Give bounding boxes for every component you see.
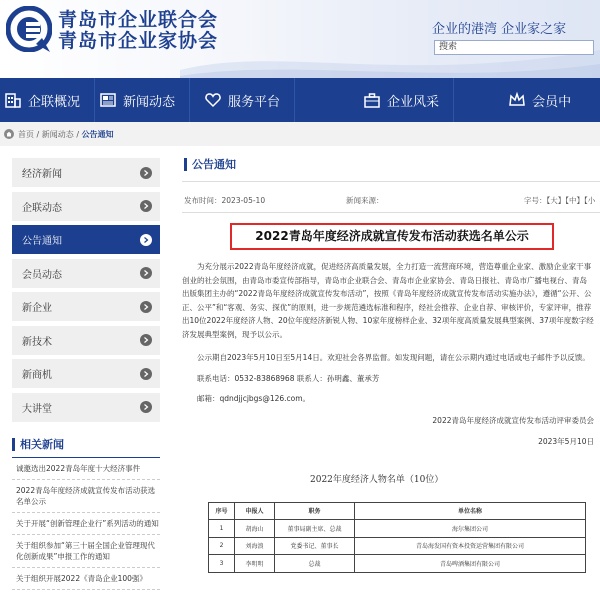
site-header: [0, 0, 600, 78]
home-icon: [4, 129, 14, 139]
table-cell: 青岛海发国有资本投资运营集团有限公司: [355, 537, 586, 555]
related-news-link[interactable]: 诚邀选出2022青岛年度十大经济事件: [12, 458, 160, 480]
table-header-row: [209, 502, 586, 520]
related-news-link[interactable]: 关于开展“创新管理企业行”系列活动的通知: [12, 513, 160, 535]
related-news-link[interactable]: 关于组织开展2022《青岛企业100强》: [12, 568, 160, 590]
org-name-line2: 青岛市企业家协会: [58, 30, 219, 52]
sidebar-item-label: 企联动态: [22, 202, 62, 214]
crown-icon: [508, 91, 526, 109]
people-table: [208, 502, 586, 573]
signature: 2022青岛年度经济成就宣传发布活动评审委员会: [432, 415, 594, 425]
signature-date: 2023年5月10日: [538, 436, 594, 446]
chevron-right-icon: [140, 267, 152, 279]
publish-time: 发布时间：2023-05-10: [184, 196, 266, 205]
sidebar-item-opportunities[interactable]: [12, 359, 160, 388]
table-header-cell: 单位名称: [355, 502, 586, 520]
sidebar-item-label: 会员动态: [22, 269, 62, 281]
building-icon: [4, 91, 22, 109]
article-paragraph: 为充分展示2022青岛年度经济成就，促进经济高质量发展，全力打造一流营商环境，营造尊重企业家、激励企业家干事创业的社会氛围，由青岛市委宣传部指导，青岛市企业联合会、青岛市企业家协会、青岛日报社、青岛市广播电视台、青岛出版集团主办的“2022青岛年度经济成就宣传发布活动”，按照《青岛年度经济成就宣传发布活动实施办法》，遵循“公开、公正、公平”和“客观、务实、探优”的原则，进一步规范遴选标准和程序，经社会推荐、企业自荐、审核评价，专家评审，推荐出10位2022年度经济人物、20位年度经济新锐人物、10家年度榜样企业、32项年度高质量发展典型案例、37项年度数字经济发展典型案例，现予以公示。: [182, 262, 594, 339]
table-cell: 2: [209, 537, 235, 555]
table-cell: 刘海浪: [235, 537, 275, 555]
sidebar-item-economic-news[interactable]: [12, 158, 160, 187]
table-cell: 3: [209, 555, 235, 573]
nav-item-enterprises[interactable]: [295, 78, 454, 122]
briefcase-icon: [363, 91, 381, 109]
breadcrumb: [0, 122, 600, 146]
section-title: 公告通知: [184, 158, 600, 171]
article-title: 2022青岛年度经济成就宣传发布活动获选名单公示: [230, 223, 554, 250]
table-header-cell: 职务: [275, 502, 355, 520]
table-header-cell: 申报人: [235, 502, 275, 520]
contact-email: 邮箱：qdndjjcjbgs@126.com。: [197, 394, 311, 403]
related-news-link[interactable]: 关于组织参加“第三十届全国企业管理现代化创新成果”申报工作的通知: [12, 535, 160, 568]
sidebar-item-announcements[interactable]: [12, 225, 160, 254]
news-source: 新闻来源：: [346, 196, 384, 205]
nav-label: 服务平台: [228, 94, 281, 110]
search-input[interactable]: 搜索: [434, 40, 594, 55]
breadcrumb-current: 公告通知: [81, 129, 114, 139]
org-name[interactable]: [58, 10, 218, 52]
sidebar: [12, 158, 160, 590]
breadcrumb-separator: /: [73, 129, 82, 139]
related-news-title: 相关新闻: [12, 438, 160, 451]
table-cell: 李明明: [235, 555, 275, 573]
font-size-selector[interactable]: 字号：【大】【中】【小: [524, 196, 596, 205]
chevron-right-icon: [140, 167, 152, 179]
main-content: [182, 158, 600, 603]
sidebar-item-label: 新企业: [22, 303, 52, 314]
nav-label: 新闻动态: [123, 94, 176, 110]
related-news-link[interactable]: 2022青岛年度经济成就宣传发布活动获选名单公示: [12, 480, 160, 513]
sidebar-item-label: 新技术: [22, 336, 52, 348]
table-cell: 海尔集团公司: [355, 520, 586, 538]
table-title: 2022年度经济人物名单（10位）: [310, 474, 444, 485]
table-row: [209, 555, 586, 573]
table-cell: 胡海山: [235, 520, 275, 538]
slogan: 企业的港湾 企业家之家: [432, 22, 567, 37]
table-cell: 1: [209, 520, 235, 538]
chevron-right-icon: [140, 301, 152, 313]
news-icon: [99, 91, 117, 109]
sidebar-item-label: 公告通知: [22, 236, 62, 247]
article-meta: [182, 195, 600, 205]
table-row: [209, 520, 586, 538]
chevron-right-icon: [140, 200, 152, 212]
sidebar-item-lecture-hall[interactable]: [12, 393, 160, 422]
nav-label: 企联概况: [28, 94, 81, 110]
sidebar-item-label: 经济新闻: [22, 169, 62, 180]
nav-label: 会员中: [532, 94, 572, 110]
sidebar-item-label: 大讲堂: [22, 403, 52, 415]
table-cell: 董事局副主席、总裁: [275, 520, 355, 538]
breadcrumb-home[interactable]: 首页: [18, 129, 34, 139]
table-row: [209, 537, 586, 555]
chevron-right-icon: [140, 334, 152, 346]
nav-item-members[interactable]: [454, 78, 585, 122]
table-header-cell: 序号: [209, 502, 235, 520]
meta-divider: [182, 212, 600, 213]
table-cell: 总裁: [275, 555, 355, 573]
table-cell: 青岛啤酒集团有限公司: [355, 555, 586, 573]
article-paragraph: 公示期自2023年5月10日至5月14日。欢迎社会各界监督。如发现问题，请在公示期内通过电话或电子邮件予以反馈。: [197, 353, 590, 362]
table-cell: 党委书记、董事长: [275, 537, 355, 555]
chevron-right-icon: [140, 368, 152, 380]
section-divider: [182, 181, 600, 182]
nav-label: 企业风采: [387, 94, 440, 110]
sidebar-item-new-tech[interactable]: [12, 326, 160, 355]
sidebar-item-label: 新商机: [22, 370, 52, 381]
nav-item-services[interactable]: [190, 78, 295, 122]
nav-item-news[interactable]: [95, 78, 190, 122]
sidebar-item-federation-news[interactable]: [12, 192, 160, 221]
main-nav: [0, 78, 600, 122]
nav-item-overview[interactable]: [0, 78, 95, 122]
sidebar-item-new-enterprises[interactable]: [12, 292, 160, 321]
breadcrumb-separator: /: [34, 129, 42, 139]
org-name-line1: 青岛市企业联合会: [58, 9, 219, 31]
breadcrumb-news[interactable]: 新闻动态: [41, 129, 74, 139]
heart-icon: [204, 91, 222, 109]
chevron-right-icon: [140, 401, 152, 413]
sidebar-item-member-news[interactable]: [12, 259, 160, 288]
chevron-right-icon: [140, 234, 152, 246]
contact-info: 联系电话：0532-83868968 联系人：孙明鑫、董承芳: [197, 373, 380, 383]
logo-icon: [6, 6, 52, 52]
